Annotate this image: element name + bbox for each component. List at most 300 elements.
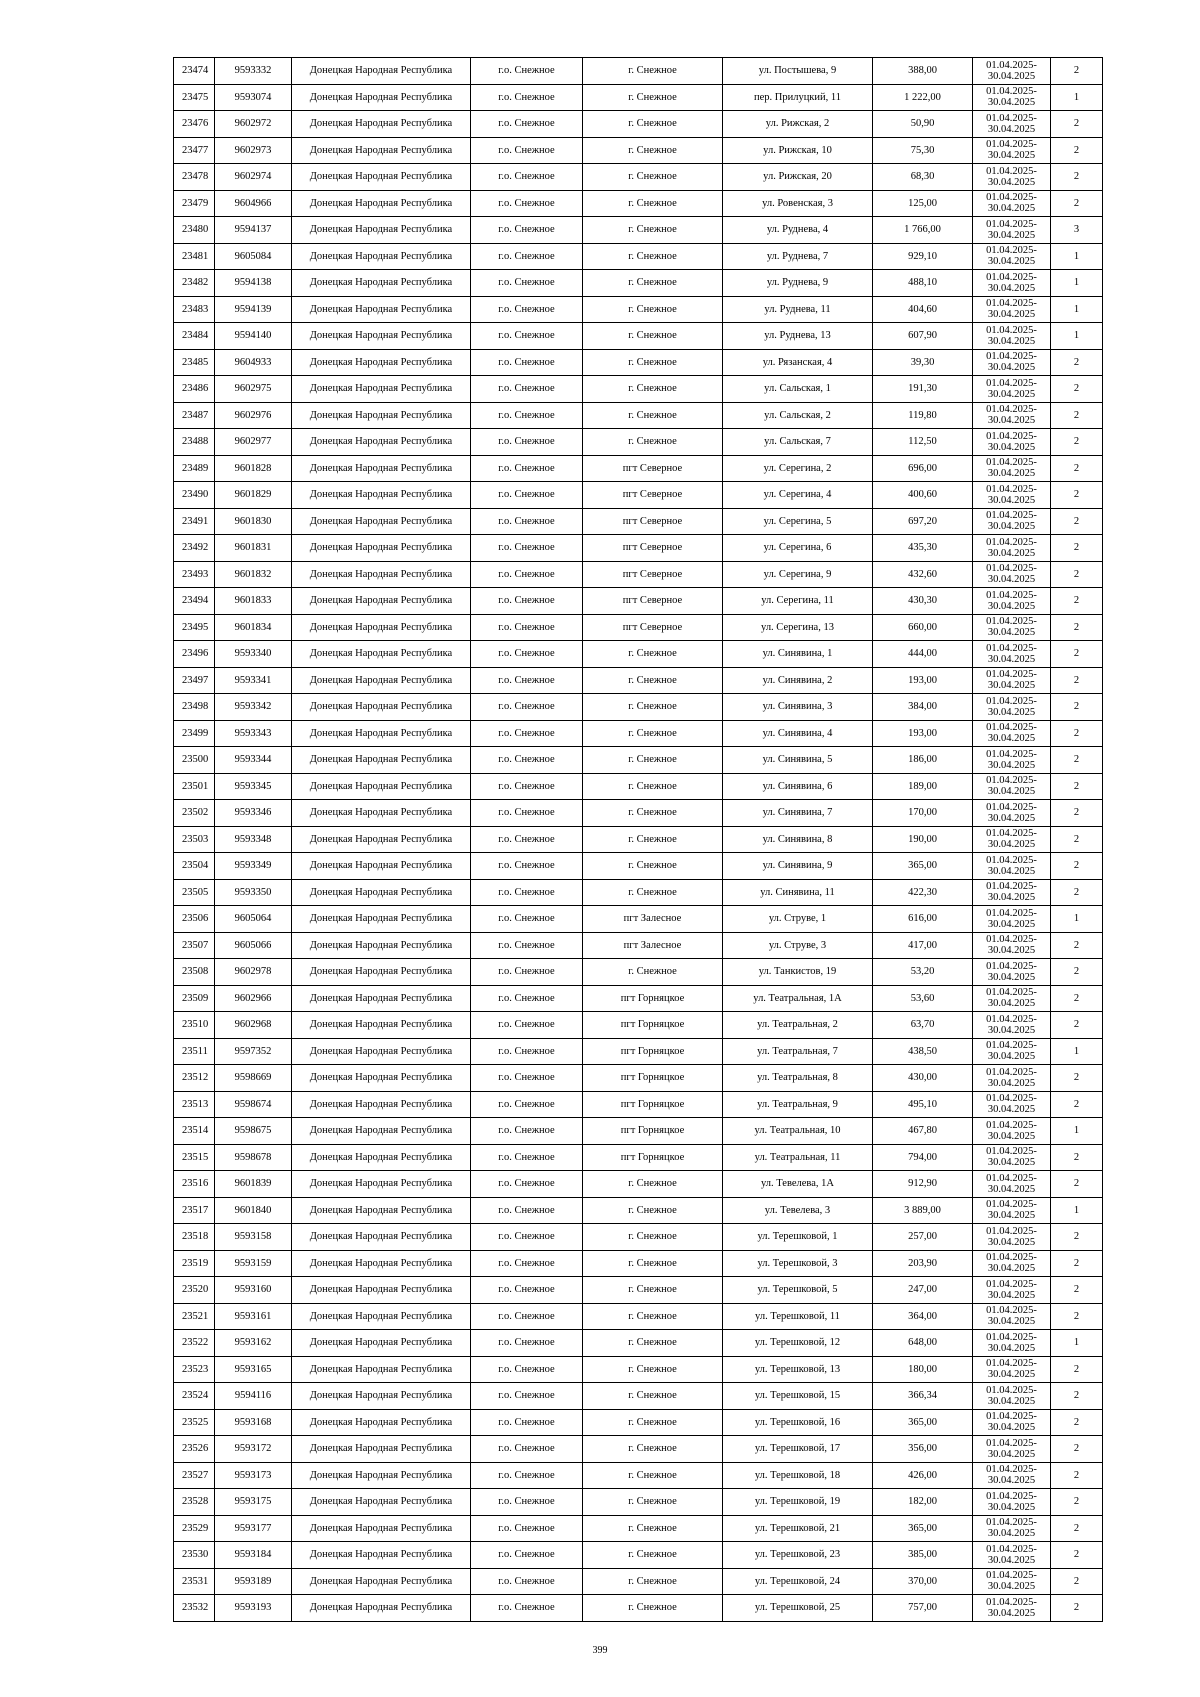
settlement-cell: г. Снежное (583, 1277, 723, 1304)
district-cell: г.о. Снежное (471, 959, 583, 986)
region-cell: Донецкая Народная Республика (292, 959, 471, 986)
settlement-cell: г. Снежное (583, 1224, 723, 1251)
region-cell: Донецкая Народная Республика (292, 323, 471, 350)
district-cell: г.о. Снежное (471, 111, 583, 138)
region-cell: Донецкая Народная Республика (292, 1383, 471, 1410)
region-cell: Донецкая Народная Республика (292, 588, 471, 615)
category-cell: 1 (1051, 296, 1103, 323)
district-cell: г.о. Снежное (471, 932, 583, 959)
period-cell: 01.04.2025-30.04.2025 (973, 1118, 1051, 1145)
table-row (174, 694, 1103, 721)
address-cell: ул. Сальская, 7 (723, 429, 873, 456)
row-number-cell: 23515 (174, 1144, 215, 1171)
table-row (174, 1224, 1103, 1251)
category-cell: 2 (1051, 111, 1103, 138)
category-cell: 2 (1051, 853, 1103, 880)
district-cell: г.о. Снежное (471, 561, 583, 588)
district-cell: г.о. Снежное (471, 1595, 583, 1622)
address-cell: ул. Серегина, 6 (723, 535, 873, 562)
row-number-cell: 23475 (174, 84, 215, 111)
area-cell: 495,10 (873, 1091, 973, 1118)
table-row (174, 1197, 1103, 1224)
region-cell: Донецкая Народная Республика (292, 164, 471, 191)
category-cell: 1 (1051, 1038, 1103, 1065)
district-cell: г.о. Снежное (471, 296, 583, 323)
region-cell: Донецкая Народная Республика (292, 720, 471, 747)
settlement-cell: г. Снежное (583, 720, 723, 747)
cadastral-id-cell: 9593159 (215, 1250, 292, 1277)
district-cell: г.о. Снежное (471, 853, 583, 880)
area-cell: 170,00 (873, 800, 973, 827)
category-cell: 2 (1051, 1171, 1103, 1198)
address-cell: ул. Струве, 1 (723, 906, 873, 933)
cadastral-id-cell: 9593165 (215, 1356, 292, 1383)
category-cell: 1 (1051, 1197, 1103, 1224)
row-number-cell: 23499 (174, 720, 215, 747)
region-cell: Донецкая Народная Республика (292, 667, 471, 694)
table-row (174, 800, 1103, 827)
area-cell: 186,00 (873, 747, 973, 774)
cadastral-id-cell: 9593168 (215, 1409, 292, 1436)
table-row (174, 164, 1103, 191)
settlement-cell: г. Снежное (583, 1462, 723, 1489)
cadastral-id-cell: 9593332 (215, 58, 292, 85)
category-cell: 2 (1051, 1012, 1103, 1039)
cadastral-id-cell: 9602973 (215, 137, 292, 164)
period-cell: 01.04.2025-30.04.2025 (973, 932, 1051, 959)
address-cell: ул. Сальская, 2 (723, 402, 873, 429)
settlement-cell: пгт Горняцкое (583, 1091, 723, 1118)
region-cell: Донецкая Народная Республика (292, 1409, 471, 1436)
region-cell: Донецкая Народная Республика (292, 376, 471, 403)
region-cell: Донецкая Народная Республика (292, 455, 471, 482)
region-cell: Донецкая Народная Республика (292, 1250, 471, 1277)
settlement-cell: г. Снежное (583, 217, 723, 244)
district-cell: г.о. Снежное (471, 1409, 583, 1436)
district-cell: г.о. Снежное (471, 720, 583, 747)
district-cell: г.о. Снежное (471, 429, 583, 456)
address-cell: ул. Синявина, 4 (723, 720, 873, 747)
cadastral-id-cell: 9605084 (215, 243, 292, 270)
cadastral-id-cell: 9598678 (215, 1144, 292, 1171)
area-cell: 365,00 (873, 1409, 973, 1436)
settlement-cell: пгт Северное (583, 508, 723, 535)
address-cell: ул. Танкистов, 19 (723, 959, 873, 986)
district-cell: г.о. Снежное (471, 84, 583, 111)
category-cell: 3 (1051, 217, 1103, 244)
cadastral-id-cell: 9598669 (215, 1065, 292, 1092)
cadastral-id-cell: 9593158 (215, 1224, 292, 1251)
area-cell: 432,60 (873, 561, 973, 588)
table-row (174, 1091, 1103, 1118)
district-cell: г.о. Снежное (471, 1436, 583, 1463)
district-cell: г.о. Снежное (471, 1489, 583, 1516)
category-cell: 2 (1051, 402, 1103, 429)
region-cell: Донецкая Народная Республика (292, 800, 471, 827)
area-cell: 50,90 (873, 111, 973, 138)
settlement-cell: г. Снежное (583, 296, 723, 323)
district-cell: г.о. Снежное (471, 455, 583, 482)
category-cell: 2 (1051, 561, 1103, 588)
category-cell: 2 (1051, 1065, 1103, 1092)
district-cell: г.о. Снежное (471, 641, 583, 668)
region-cell: Донецкая Народная Республика (292, 1065, 471, 1092)
period-cell: 01.04.2025-30.04.2025 (973, 588, 1051, 615)
region-cell: Донецкая Народная Республика (292, 1568, 471, 1595)
district-cell: г.о. Снежное (471, 1383, 583, 1410)
row-number-cell: 23516 (174, 1171, 215, 1198)
row-number-cell: 23490 (174, 482, 215, 509)
settlement-cell: г. Снежное (583, 694, 723, 721)
table-row (174, 1489, 1103, 1516)
period-cell: 01.04.2025-30.04.2025 (973, 323, 1051, 350)
district-cell: г.о. Снежное (471, 614, 583, 641)
address-cell: ул. Театральная, 2 (723, 1012, 873, 1039)
period-cell: 01.04.2025-30.04.2025 (973, 879, 1051, 906)
period-cell: 01.04.2025-30.04.2025 (973, 1356, 1051, 1383)
table-row (174, 84, 1103, 111)
table-row (174, 58, 1103, 85)
row-number-cell: 23517 (174, 1197, 215, 1224)
settlement-cell: г. Снежное (583, 1171, 723, 1198)
region-cell: Донецкая Народная Республика (292, 402, 471, 429)
address-cell: ул. Терешковой, 24 (723, 1568, 873, 1595)
region-cell: Донецкая Народная Республика (292, 1595, 471, 1622)
district-cell: г.о. Снежное (471, 217, 583, 244)
table-row (174, 773, 1103, 800)
district-cell: г.о. Снежное (471, 508, 583, 535)
address-cell: ул. Рижская, 20 (723, 164, 873, 191)
period-cell: 01.04.2025-30.04.2025 (973, 1012, 1051, 1039)
period-cell: 01.04.2025-30.04.2025 (973, 508, 1051, 535)
table-row (174, 376, 1103, 403)
region-cell: Донецкая Народная Республика (292, 826, 471, 853)
cadastral-id-cell: 9593175 (215, 1489, 292, 1516)
period-cell: 01.04.2025-30.04.2025 (973, 853, 1051, 880)
settlement-cell: г. Снежное (583, 164, 723, 191)
region-cell: Донецкая Народная Республика (292, 1330, 471, 1357)
address-cell: ул. Ровенская, 3 (723, 190, 873, 217)
category-cell: 2 (1051, 1091, 1103, 1118)
category-cell: 2 (1051, 1409, 1103, 1436)
area-cell: 696,00 (873, 455, 973, 482)
period-cell: 01.04.2025-30.04.2025 (973, 720, 1051, 747)
row-number-cell: 23502 (174, 800, 215, 827)
settlement-cell: г. Снежное (583, 1542, 723, 1569)
table-row (174, 906, 1103, 933)
settlement-cell: пгт Горняцкое (583, 1118, 723, 1145)
period-cell: 01.04.2025-30.04.2025 (973, 111, 1051, 138)
cadastral-id-cell: 9605064 (215, 906, 292, 933)
region-cell: Донецкая Народная Республика (292, 482, 471, 509)
period-cell: 01.04.2025-30.04.2025 (973, 376, 1051, 403)
region-cell: Донецкая Народная Республика (292, 932, 471, 959)
region-cell: Донецкая Народная Республика (292, 58, 471, 85)
period-cell: 01.04.2025-30.04.2025 (973, 959, 1051, 986)
settlement-cell: г. Снежное (583, 84, 723, 111)
category-cell: 2 (1051, 190, 1103, 217)
cadastral-id-cell: 9593348 (215, 826, 292, 853)
row-number-cell: 23511 (174, 1038, 215, 1065)
table-row (174, 561, 1103, 588)
cadastral-id-cell: 9593346 (215, 800, 292, 827)
settlement-cell: г. Снежное (583, 137, 723, 164)
row-number-cell: 23495 (174, 614, 215, 641)
settlement-cell: пгт Северное (583, 482, 723, 509)
address-cell: ул. Терешковой, 11 (723, 1303, 873, 1330)
row-number-cell: 23509 (174, 985, 215, 1012)
settlement-cell: г. Снежное (583, 1383, 723, 1410)
table-row (174, 1012, 1103, 1039)
district-cell: г.о. Снежное (471, 1515, 583, 1542)
category-cell: 2 (1051, 164, 1103, 191)
district-cell: г.о. Снежное (471, 1144, 583, 1171)
region-cell: Донецкая Народная Республика (292, 853, 471, 880)
settlement-cell: г. Снежное (583, 879, 723, 906)
cadastral-id-cell: 9602976 (215, 402, 292, 429)
period-cell: 01.04.2025-30.04.2025 (973, 535, 1051, 562)
row-number-cell: 23492 (174, 535, 215, 562)
cadastral-id-cell: 9601829 (215, 482, 292, 509)
region-cell: Донецкая Народная Республика (292, 1012, 471, 1039)
row-number-cell: 23497 (174, 667, 215, 694)
row-number-cell: 23501 (174, 773, 215, 800)
region-cell: Донецкая Народная Республика (292, 1462, 471, 1489)
table-row (174, 1436, 1103, 1463)
period-cell: 01.04.2025-30.04.2025 (973, 1330, 1051, 1357)
row-number-cell: 23491 (174, 508, 215, 535)
settlement-cell: пгт Горняцкое (583, 1144, 723, 1171)
region-cell: Донецкая Народная Республика (292, 296, 471, 323)
period-cell: 01.04.2025-30.04.2025 (973, 1462, 1051, 1489)
table-row (174, 323, 1103, 350)
area-cell: 794,00 (873, 1144, 973, 1171)
category-cell: 2 (1051, 1568, 1103, 1595)
table-row (174, 1356, 1103, 1383)
settlement-cell: г. Снежное (583, 826, 723, 853)
cadastral-id-cell: 9605066 (215, 932, 292, 959)
row-number-cell: 23477 (174, 137, 215, 164)
cadastral-id-cell: 9593074 (215, 84, 292, 111)
category-cell: 1 (1051, 270, 1103, 297)
row-number-cell: 23489 (174, 455, 215, 482)
area-cell: 929,10 (873, 243, 973, 270)
area-cell: 660,00 (873, 614, 973, 641)
district-cell: г.о. Снежное (471, 1303, 583, 1330)
row-number-cell: 23481 (174, 243, 215, 270)
row-number-cell: 23506 (174, 906, 215, 933)
area-cell: 697,20 (873, 508, 973, 535)
table-row (174, 1568, 1103, 1595)
area-cell: 191,30 (873, 376, 973, 403)
period-cell: 01.04.2025-30.04.2025 (973, 1224, 1051, 1251)
address-cell: ул. Синявина, 6 (723, 773, 873, 800)
district-cell: г.о. Снежное (471, 402, 583, 429)
region-cell: Донецкая Народная Республика (292, 1542, 471, 1569)
period-cell: 01.04.2025-30.04.2025 (973, 747, 1051, 774)
area-cell: 112,50 (873, 429, 973, 456)
district-cell: г.о. Снежное (471, 1250, 583, 1277)
table-row (174, 959, 1103, 986)
area-cell: 203,90 (873, 1250, 973, 1277)
category-cell: 2 (1051, 429, 1103, 456)
district-cell: г.о. Снежное (471, 1065, 583, 1092)
area-cell: 182,00 (873, 1489, 973, 1516)
settlement-cell: г. Снежное (583, 1436, 723, 1463)
address-cell: ул. Струве, 3 (723, 932, 873, 959)
settlement-cell: г. Снежное (583, 429, 723, 456)
row-number-cell: 23488 (174, 429, 215, 456)
district-cell: г.о. Снежное (471, 1277, 583, 1304)
district-cell: г.о. Снежное (471, 667, 583, 694)
table-row (174, 853, 1103, 880)
area-cell: 189,00 (873, 773, 973, 800)
category-cell: 2 (1051, 1224, 1103, 1251)
district-cell: г.о. Снежное (471, 1330, 583, 1357)
settlement-cell: г. Снежное (583, 641, 723, 668)
area-cell: 193,00 (873, 720, 973, 747)
table-row (174, 111, 1103, 138)
row-number-cell: 23508 (174, 959, 215, 986)
category-cell: 2 (1051, 1277, 1103, 1304)
area-cell: 366,34 (873, 1383, 973, 1410)
settlement-cell: г. Снежное (583, 959, 723, 986)
category-cell: 2 (1051, 932, 1103, 959)
address-cell: ул. Тевелева, 3 (723, 1197, 873, 1224)
settlement-cell: пгт Северное (583, 455, 723, 482)
category-cell: 2 (1051, 137, 1103, 164)
settlement-cell: г. Снежное (583, 1595, 723, 1622)
period-cell: 01.04.2025-30.04.2025 (973, 1542, 1051, 1569)
area-cell: 193,00 (873, 667, 973, 694)
row-number-cell: 23504 (174, 853, 215, 880)
category-cell: 2 (1051, 535, 1103, 562)
period-cell: 01.04.2025-30.04.2025 (973, 84, 1051, 111)
period-cell: 01.04.2025-30.04.2025 (973, 667, 1051, 694)
district-cell: г.о. Снежное (471, 535, 583, 562)
settlement-cell: пгт Горняцкое (583, 1012, 723, 1039)
address-cell: ул. Терешковой, 18 (723, 1462, 873, 1489)
cadastral-id-cell: 9594139 (215, 296, 292, 323)
page-number: 399 (592, 1645, 608, 1656)
region-cell: Донецкая Народная Республика (292, 1489, 471, 1516)
region-cell: Донецкая Народная Республика (292, 84, 471, 111)
period-cell: 01.04.2025-30.04.2025 (973, 349, 1051, 376)
area-cell: 404,60 (873, 296, 973, 323)
row-number-cell: 23483 (174, 296, 215, 323)
district-cell: г.о. Снежное (471, 270, 583, 297)
region-cell: Донецкая Народная Республика (292, 508, 471, 535)
area-cell: 247,00 (873, 1277, 973, 1304)
district-cell: г.о. Снежное (471, 1091, 583, 1118)
area-cell: 119,80 (873, 402, 973, 429)
settlement-cell: г. Снежное (583, 1568, 723, 1595)
category-cell: 2 (1051, 959, 1103, 986)
region-cell: Донецкая Народная Республика (292, 270, 471, 297)
cadastral-id-cell: 9593177 (215, 1515, 292, 1542)
district-cell: г.о. Снежное (471, 747, 583, 774)
area-cell: 63,70 (873, 1012, 973, 1039)
district-cell: г.о. Снежное (471, 376, 583, 403)
period-cell: 01.04.2025-30.04.2025 (973, 1277, 1051, 1304)
period-cell: 01.04.2025-30.04.2025 (973, 906, 1051, 933)
period-cell: 01.04.2025-30.04.2025 (973, 1383, 1051, 1410)
period-cell: 01.04.2025-30.04.2025 (973, 641, 1051, 668)
address-cell: ул. Театральная, 9 (723, 1091, 873, 1118)
area-cell: 438,50 (873, 1038, 973, 1065)
settlement-cell: г. Снежное (583, 323, 723, 350)
period-cell: 01.04.2025-30.04.2025 (973, 1091, 1051, 1118)
table-row (174, 985, 1103, 1012)
cadastral-id-cell: 9601832 (215, 561, 292, 588)
district-cell: г.о. Снежное (471, 1012, 583, 1039)
period-cell: 01.04.2025-30.04.2025 (973, 1409, 1051, 1436)
area-cell: 384,00 (873, 694, 973, 721)
area-cell: 385,00 (873, 1542, 973, 1569)
address-cell: ул. Серегина, 9 (723, 561, 873, 588)
period-cell: 01.04.2025-30.04.2025 (973, 614, 1051, 641)
area-cell: 435,30 (873, 535, 973, 562)
address-cell: ул. Синявина, 2 (723, 667, 873, 694)
cadastral-id-cell: 9604966 (215, 190, 292, 217)
address-cell: ул. Театральная, 1А (723, 985, 873, 1012)
settlement-cell: г. Снежное (583, 1515, 723, 1542)
area-cell: 1 222,00 (873, 84, 973, 111)
area-cell: 757,00 (873, 1595, 973, 1622)
table-row (174, 508, 1103, 535)
category-cell: 2 (1051, 1515, 1103, 1542)
area-cell: 125,00 (873, 190, 973, 217)
period-cell: 01.04.2025-30.04.2025 (973, 1250, 1051, 1277)
row-number-cell: 23498 (174, 694, 215, 721)
period-cell: 01.04.2025-30.04.2025 (973, 1171, 1051, 1198)
category-cell: 2 (1051, 1462, 1103, 1489)
table-row (174, 1595, 1103, 1622)
category-cell: 2 (1051, 349, 1103, 376)
category-cell: 2 (1051, 667, 1103, 694)
table-row (174, 402, 1103, 429)
property-table (173, 57, 1103, 1622)
area-cell: 370,00 (873, 1568, 973, 1595)
address-cell: ул. Терешковой, 21 (723, 1515, 873, 1542)
cadastral-id-cell: 9601834 (215, 614, 292, 641)
category-cell: 2 (1051, 879, 1103, 906)
row-number-cell: 23476 (174, 111, 215, 138)
cadastral-id-cell: 9602978 (215, 959, 292, 986)
region-cell: Донецкая Народная Республика (292, 1118, 471, 1145)
category-cell: 2 (1051, 1595, 1103, 1622)
period-cell: 01.04.2025-30.04.2025 (973, 826, 1051, 853)
category-cell: 2 (1051, 1489, 1103, 1516)
district-cell: г.о. Снежное (471, 1356, 583, 1383)
district-cell: г.о. Снежное (471, 1197, 583, 1224)
address-cell: ул. Синявина, 9 (723, 853, 873, 880)
table-row (174, 243, 1103, 270)
category-cell: 2 (1051, 1144, 1103, 1171)
address-cell: ул. Терешковой, 3 (723, 1250, 873, 1277)
cadastral-id-cell: 9593172 (215, 1436, 292, 1463)
settlement-cell: г. Снежное (583, 58, 723, 85)
address-cell: ул. Синявина, 7 (723, 800, 873, 827)
area-cell: 3 889,00 (873, 1197, 973, 1224)
district-cell: г.о. Снежное (471, 1118, 583, 1145)
period-cell: 01.04.2025-30.04.2025 (973, 137, 1051, 164)
region-cell: Донецкая Народная Республика (292, 429, 471, 456)
address-cell: ул. Терешковой, 13 (723, 1356, 873, 1383)
settlement-cell: г. Снежное (583, 667, 723, 694)
cadastral-id-cell: 9602968 (215, 1012, 292, 1039)
settlement-cell: пгт Горняцкое (583, 985, 723, 1012)
